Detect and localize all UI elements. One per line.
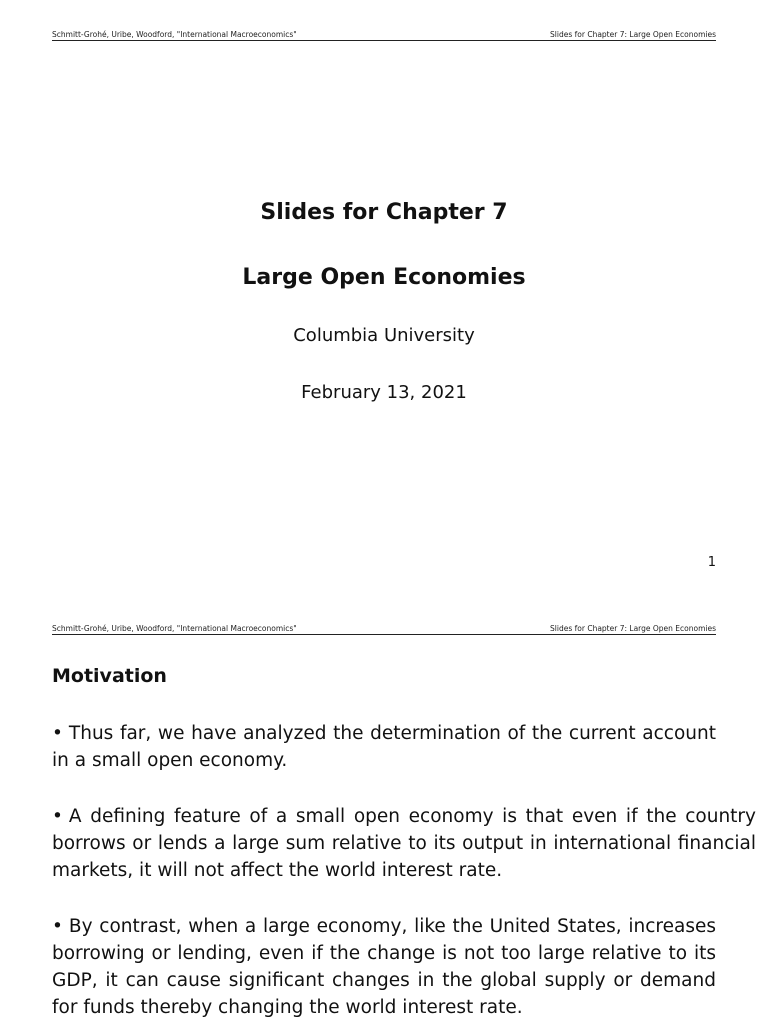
bullet-paragraph: [52, 803, 756, 884]
running-header: [52, 624, 716, 635]
page-number: 1: [707, 555, 716, 570]
date: February 13, 2021: [301, 382, 467, 403]
running-header: [52, 30, 716, 41]
header-chapter: Slides for Chapter 7: Large Open Economies: [550, 30, 716, 39]
institution: Columbia University: [293, 325, 475, 346]
slide-subtitle: Large Open Economies: [242, 265, 526, 290]
header-authors: Schmitt-Grohé, Uribe, Woodford, "International Macroeconomics": [52, 30, 297, 39]
bullet-text: A defining feature of a small open economy is that even if the country borrows or lends a large sum relative to its output in international financial markets, it will not affect the world interest rate.: [52, 806, 756, 881]
bullet-text: By contrast, when a large economy, like the United States, increases borrowing or lending, even if the change is not too large relative to its GDP, it can cause significant changes in the global supply or demand for funds thereby changing the world interest rate.: [52, 916, 716, 1018]
bullet-paragraph: [52, 913, 716, 1021]
bullet-text: Thus far, we have analyzed the determination of the current account in a small open economy.: [52, 723, 716, 771]
bullet-icon: •: [52, 916, 63, 937]
header-chapter: Slides for Chapter 7: Large Open Economies: [550, 624, 716, 633]
header-authors: Schmitt-Grohé, Uribe, Woodford, "International Macroeconomics": [52, 624, 297, 633]
slide-title-heading: Slides for Chapter 7: [260, 200, 508, 225]
bullet-icon: •: [52, 806, 63, 827]
bullet-icon: •: [52, 723, 63, 744]
bullet-paragraph: [52, 720, 716, 774]
slide-motivation: [0, 594, 768, 1024]
section-title: Motivation: [52, 665, 167, 687]
